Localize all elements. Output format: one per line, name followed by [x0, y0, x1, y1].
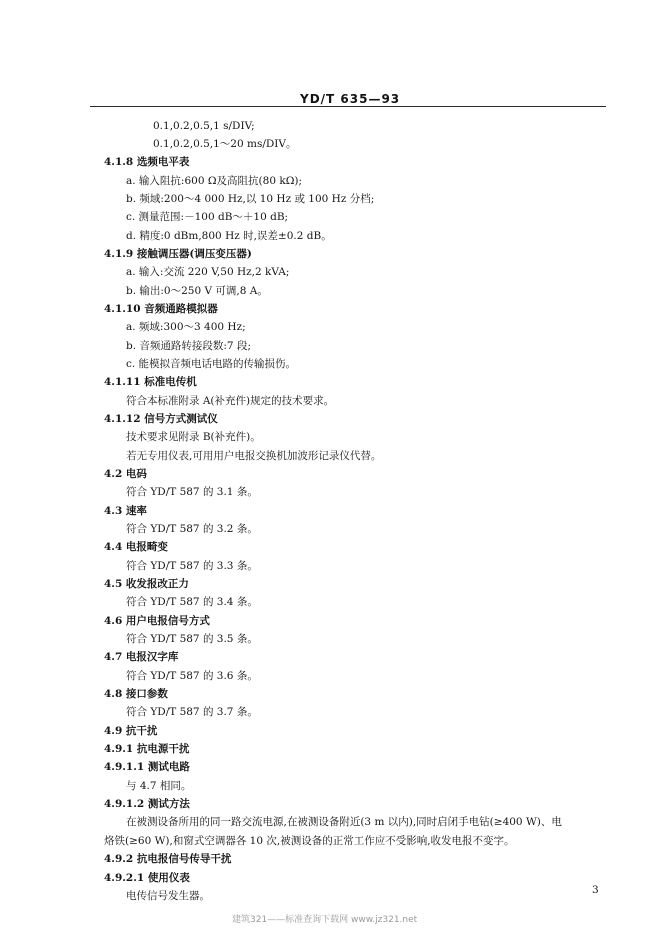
text-line: 电传信号发生器。 [126, 890, 210, 902]
section-heading: 4.9.1.2 测试方法 [104, 798, 190, 810]
text-line: 符合 YD/T 587 的 3.3 条。 [126, 560, 258, 572]
section-heading: 4.1.8 选频电平表 [104, 156, 190, 168]
section-heading: 4.9.2 抗电报信号传导干扰 [104, 853, 232, 865]
text-line: 符合 YD/T 587 的 3.1 条。 [126, 486, 258, 498]
text-line: 符合 YD/T 587 的 3.2 条。 [126, 523, 258, 535]
text-line: 与 4.7 相同。 [126, 780, 192, 792]
section-heading: 4.1.10 音频通路模拟器 [104, 303, 218, 315]
section-heading: 4.1.9 接触调压器(调压变压器) [104, 248, 252, 260]
text-line: 烙铁(≥60 W),和窗式空调器各 10 次,被测设备的正常工作应不受影响,收发电报不变字。 [104, 835, 515, 847]
text-line: 0.1,0.2,0.5,1～20 ms/DIV。 [153, 138, 297, 150]
text-line: 符合 YD/T 587 的 3.5 条。 [126, 633, 258, 645]
section-heading: 4.9.2.1 使用仪表 [104, 872, 190, 884]
section-heading: 4.7 电报汉字库 [104, 651, 179, 663]
section-heading: 4.2 电码 [104, 468, 147, 480]
section-heading: 4.9.1.1 测试电路 [104, 761, 190, 773]
text-line: 若无专用仪表,可用用户电报交换机加波形记录仪代替。 [126, 450, 382, 462]
section-heading: 4.1.12 信号方式测试仪 [104, 413, 218, 425]
text-line: 符合本标准附录 A(补充件)规定的技术要求。 [126, 395, 335, 407]
document-code-header: YD/T 635—93 [300, 92, 401, 106]
section-heading: 4.9.1 抗电源干扰 [104, 743, 190, 755]
text-line: d. 精度:0 dBm,800 Hz 时,误差±0.2 dB。 [126, 230, 332, 242]
text-line: a. 输入:交流 220 V,50 Hz,2 kVA; [126, 266, 290, 278]
text-line: 在被测设备所用的同一路交流电源,在被测设备附近(3 m 以内),同时启闭手电钻(≥400 W)、电 [126, 816, 562, 828]
text-line: 符合 YD/T 587 的 3.7 条。 [126, 706, 258, 718]
text-line: b. 频域:200～4 000 Hz,以 10 Hz 或 100 Hz 分档; [126, 193, 375, 205]
text-line: 0.1,0.2,0.5,1 s/DIV; [153, 120, 255, 132]
text-line: b. 输出:0～250 V 可调,8 A。 [126, 285, 268, 297]
section-heading: 4.9 抗干扰 [104, 725, 158, 737]
section-heading: 4.1.11 标准电传机 [104, 376, 197, 388]
watermark-text: 建筑321——标准查询下载网 www.jz321.net [232, 915, 418, 925]
text-line: c. 测量范围:－100 dB～＋10 dB; [126, 211, 289, 223]
header-rule [90, 106, 606, 107]
section-heading: 4.8 接口参数 [104, 688, 168, 700]
section-heading: 4.3 速率 [104, 505, 147, 517]
page-number: 3 [592, 884, 599, 896]
section-heading: 4.6 用户电报信号方式 [104, 615, 210, 627]
text-line: 符合 YD/T 587 的 3.6 条。 [126, 670, 258, 682]
section-heading: 4.5 收发报改正力 [104, 578, 189, 590]
text-line: a. 输入阻抗:600 Ω及高阻抗(80 kΩ); [126, 175, 303, 187]
text-line: 技术要求见附录 B(补充件)。 [126, 431, 261, 443]
text-line: 符合 YD/T 587 的 3.4 条。 [126, 596, 258, 608]
text-line: c. 能模拟音频电话电路的传输损伤。 [126, 358, 297, 370]
section-heading: 4.4 电报畸变 [104, 541, 168, 553]
text-line: a. 频域:300～3 400 Hz; [126, 321, 246, 333]
text-line: b. 音频通路转接段数:7 段; [126, 340, 251, 352]
